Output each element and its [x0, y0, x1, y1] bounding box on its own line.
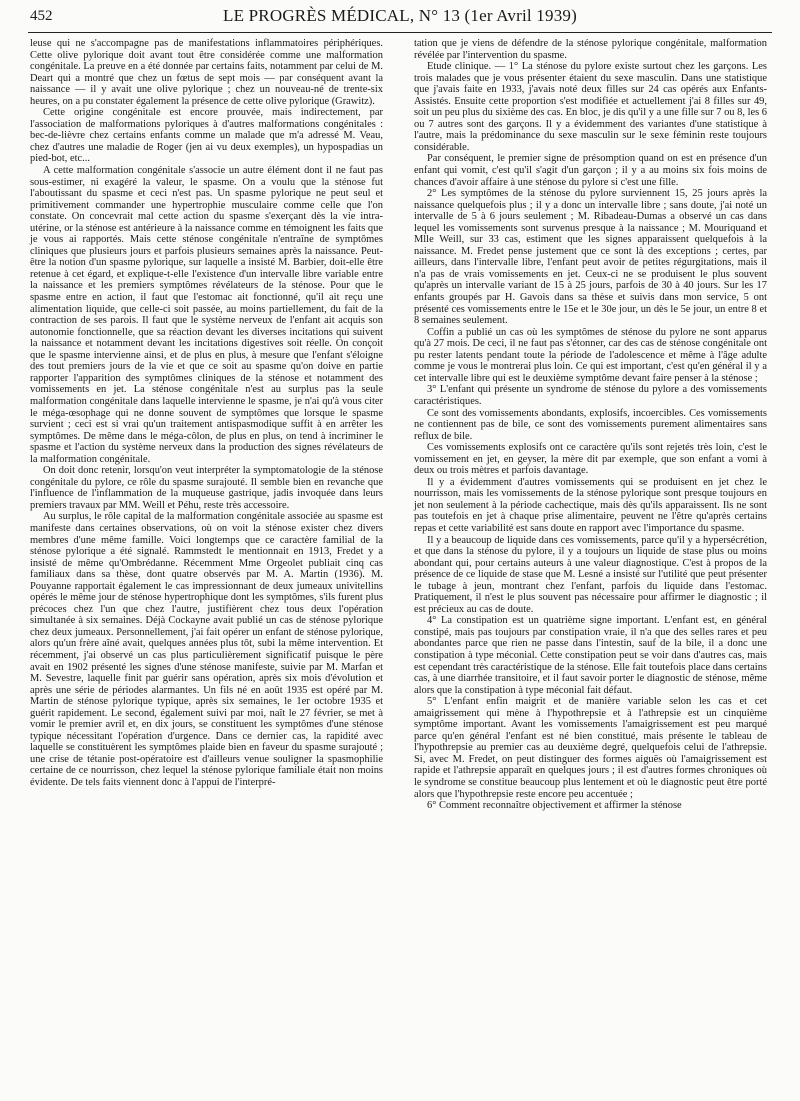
left-column: [30, 38, 383, 789]
page-number: 452: [30, 8, 53, 24]
paragraph: Etude clinique. — 1° La sténose du pylore existe surtout chez les garçons. Les trois malades que je vous présenter étaient du sexe masculin. Dans une statistique que j'avais faite en 1933, j'avais noté deux filles sur 24 cas opérés aux Enfants-Assistés. Ensuite cette proportion s'est modifiée et actuellement j'ai 8 filles sur 49, soit un peu plus du sixième des cas. En bloc, je dis qu'il y a une fille sur 7 ou 8, les 6 ou 7 autres sont des garçons. Il y a évidemment des variantes d'une statistique à l'autre, mais la prédominance du sexe masculin sur le sexe féminin reste toujours considérable.: [414, 61, 767, 153]
paragraph: 6° Comment reconnaître objectivement et affirmer la sténose: [427, 800, 682, 812]
paragraph: Par conséquent, le premier signe de présomption quand on est en présence d'un enfant qui vomit, c'est qu'il s'agit d'un garçon ; il y a au moins six fois moins de chances d'avoir affaire à une sténose du pylore si c'est une fille.: [414, 153, 767, 188]
paragraph: On doit donc retenir, lorsqu'on veut interpréter la symptomatologie de la sténose congénitale du pylore, ce rôle du spasme surajouté. Il semble bien en revanche que l'influence de l'inflammation de la muqueuse gastrique, jadis invoquée dans leurs premiers travaux par MM. Weill et Péhu, reste très accessoire.: [30, 465, 383, 511]
paragraph: Cette origine congénitale est encore prouvée, mais indirectement, par l'association de malformations pyloriques à d'autres malformations congénitales : bec-de-lièvre chez certains enfants comme un malade que m'a adressé M. Veau, chez d'autres une maladie de Roger (jen ai vu deux exemples), un hypospadias un pied-bot, etc...: [30, 107, 383, 165]
paragraph: A cette malformation congénitale s'associe un autre élément dont il ne faut pas sous-estimer, ni exagéré la valeur, le spasme. On a voulu que la sténose fut l'aboutissant du spasme et ceci n'est pas. Un spasme pylorique ne peut seul et primitivement commander une hypertrophie musculaire comme celle que l'on constate. On concevrait mal cette action du spasme s'exerçant dès la vie intra-utérine, or la sténose est antérieure à la naissance comme en témoignent les faits que je vous ai rapportés. Mais cette sténose congénitale n'entraîne de symptômes cliniques que plusieurs jours et parfois plusieurs semaines après la naissance. Peut-être la notion d'un spasme pylorique, sur laquelle a insisté M. Barbier, doit-elle être retenue à cet égard, et explique-t-elle l'existence d'un intervalle libre variable entre la naissance et les premiers symptômes révélateurs de la sténose. Pour que le spasme entre en action, il faut que l'estomac ait fonctionné, qu'il ait reçu une alimentation liquide, que celle-ci soit passée, au moins partiellement, du fait de la contraction de ses parois. Il faut que le système nerveux de l'enfant ait acquis son autonomie fonctionnelle, que sa réaction devant les diverses incitations qui suivent la naissance et notamment devant les incitations digestives soit réelle. On conçoit que le spasme intervienne ainsi, et de plus en plus, à mesure que l'enfant s'éloigne des tout premiers jours de la vie et que ce soit au spasme qu'on doive en partie rapporter l'apparition des symptômes cliniques de la sténose et notamment des vomissements en jet. La sténose congénitale n'est au surplus pas la seule malformation congénitale dans laquelle intervienne le spasme, je n'ai qu'à vous citer le méga-œsophage qui ne donne souvent de symptômes que lorsque le spasme survient ; ceci est si vrai qu'un traitement antispasmodique suffit à en arrêter les symptômes. De même dans le méga-côlon, de plus en plus, on tend à incriminer le spasme et l'action du système nerveux dans la production des signes révélateurs de la malformation congénitale.: [30, 165, 383, 465]
paragraph: 2° Les symptômes de la sténose du pylore surviennent 15, 25 jours après la naissance quelquefois plus ; il y a donc un intervalle libre ; sans doute, j'ai noté un intervalle de 5 à 6 jours seulement ; M. Ribadeau-Dumas a observé un cas dans lequel les vomissements sont survenus presque à la naissance ; M. Mouriquand et Mlle Weill, sur 33 cas, estiment que les signes apparaissent quelquefois à la naissance. M. Fredet pense justement que ce sont là des exceptions ; certes, par ailleurs, dans l'intervalle libre, l'enfant peut avoir de petites régurgitations, mais il n'a pas de vrais vomissements en jet. Ceux-ci ne se produisent le plus souvent qu'après un intervalle variant de 15 à 25 jours, parfois de 30 à 40 jours. Sur les 17 enfants groupés par H. Gavois dans sa thèse et suivis dans mon service, 5 ont présenté ces vomissements entre le 15e et le 30e jour, un dès le 5e jour, un entre 8 et 8 semaines seulement.: [414, 188, 767, 327]
header-rule: [28, 32, 772, 33]
paragraph: Il y a évidemment d'autres vomissements qui se produisent en jet chez le nourrisson, mais les vomissements de la sténose pylorique sont presque toujours en jet non seulement à la période cachectique, mais dès qu'ils apparaissent. Ils ne sont pas toutefois en jet à chaque prise alimentaire, peuvent ne l'être qu'après certains repas et cette variabilité est sans doute en rapport avec l'importance du spasme.: [414, 476, 767, 534]
paragraph: Il y a beaucoup de liquide dans ces vomissements, parce qu'il y a hypersécrétion, et que dans la sténose du pylore, il y a toujours un liquide de stase plus ou moins abondant qui, pour certains auteurs à une valeur diagnostique. C'est à propos de la présence de ce liquide de stase que M. Lesné a insisté sur l'utilité que peut présenter le tubage à jeun, montrant chez l'enfant, parfois du liquide dans l'estomac. Pratiquement, il n'est le plus souvent pas nécessaire pour affirmer le diagnostic ; il est précieux au cas de doute.: [414, 534, 767, 615]
paragraph: Coffin a publié un cas où les symptômes de sténose du pylore ne sont apparus qu'à 27 mois. De ceci, il ne faut pas s'étonner, car des cas de sténose congénitale ont pu rester latents pendant toute la période de l'adolescence et même à l'âge adulte comme je vous le montrerai plus loin. Ce qui est important, c'est qu'en général il y a cet intervalle libre qui est le deuxième symptôme devant faire penser à la sténose ;: [414, 326, 767, 384]
paragraph: Ces vomissements explosifs ont ce caractère qu'ils sont rejetés très loin, c'est le vomissement en jet, en geyser, la mère dit par exemple, que son enfant a vomi à deux ou trois mètres et parfois davantage.: [414, 442, 767, 477]
page-header: [30, 6, 770, 30]
paragraph: leuse qui ne s'accompagne pas de manifestations inflammatoires périphériques. Cette olive pylorique doit avant tout être considérée comme une malformation congénitale. La preuve en a été donnée par certains faits, notamment par celui de M. Deart qui a montré que chez un fœtus de sept mois — par conséquent avant la naissance — il y avait une olive pylorique ; chez un nouveau-né de trente-six heures, on a pu constater également la présence de cette olive pylorique (Grawitz).: [30, 38, 383, 107]
paragraph: Ce sont des vomissements abondants, explosifs, incoercibles. Ces vomissements ne contiennent pas de bile, ce sont des vomissements purement alimentaires sans reflux de bile.: [414, 407, 767, 442]
paragraph: 4° La constipation est un quatrième signe important. L'enfant est, en général constipé, mais pas toujours par constipation vraie, il n'a que des selles rares et peu abondantes parce que rien ne passe dans l'intestin, sauf de la bile, il a donc une constipation à type méconial. Cette constipation peut se voir dans d'autres cas, mais est cependant très caractéristique de la sténose. Elle fait toutefois place dans certains cas, à une diarrhée transitoire, et il faut savoir porter le diagnostic de sténose, même alors que la constipation à type méconial fait défaut.: [414, 615, 767, 696]
running-title: LE PROGRÈS MÉDICAL, N° 13 (1er Avril 1939): [223, 6, 577, 25]
paragraph: Au surplus, le rôle capital de la malformation congénitale associée au spasme est manifeste dans certaines observations, où on voit la sténose exister chez divers membres d'une même famille. Voici longtemps que ce caractère familial de la sténose pylorique a été signalé. Rammstedt le mentionnait en 1913, Fredet y a insisté de même qu'Ombrédanne. Récemment Mme Orgeolet publiait cinq cas familiaux dans sa thèse, dont quatre observés par M. A. Martin (1936). M. Pouyanne rapportait également le cas impressionnant de deux jumeaux univitellins opérés le même jour de sténose hypertrophique dont les symptômes, s'ils furent plus précoces chez l'un que chez l'autre, justifièrent chez tous deux l'opération simultanée à six semaines. Déjà Cockayne avait publié un cas de sténose pylorique chez deux jumeaux. Personnellement, j'ai fait opérer un enfant de sténose pylorique, alors qu'un frère aîné avait, quelques années plus tôt, subi la même intervention. Et récemment, j'ai observé un cas plus particulièrement significatif puisque le père avait en 1902 présenté les signes d'une sténose manifeste, suivie par M. Marfan et M. Sevestre, laquelle finit par guérir sans opération, après six mois d'évolution et après une série de périodes alarmantes. Un fils né en août 1935 est opéré par M. Martin de sténose pylorique typique, après six semaines, le 1er octobre 1935 et guérit rapidement. Le second, également suivi par moi, naît le 27 février, se met à vomir le premier avril et, en dix jours, se constituent les symptômes d'une sténose typique nécessitant l'opération d'urgence. Dans ce dernier cas, la rapidité avec laquelle se constituèrent les symptômes plaide bien en faveur du spasme surajouté ; une crise de tétanie post-opératoire est d'ailleurs venue souligner la spasmophilie certaine de ce nourrisson, chez lequel la sténose pylorique familiale était non moins évidente. De tels faits viennent donc à l'appui de l'interpré-: [30, 511, 383, 788]
right-column: [414, 38, 767, 812]
paragraph: tation que je viens de défendre de la sténose pylorique congénitale, malformation révélée par l'intervention du spasme.: [414, 38, 767, 61]
paragraph: 3° L'enfant qui présente un syndrome de sténose du pylore a des vomissements caractéristiques.: [414, 384, 767, 407]
paragraph: 5° L'enfant enfin maigrit et de manière variable selon les cas et cet amaigrissement qui mène à l'hypothrepsie et à l'athrepsie est un cinquième symptôme important. Avant les vomissements l'amaigrissement est peu marqué parce qu'en général l'enfant est né bien constitué, mais présente le tableau de l'hypothrepsie au premier cas au deuxième degré, quelquefois celui de l'athrepsie. Si, avec M. Fredet, on peut distinguer des formes aiguës où l'amaigrissement est rapide et l'athrepsie apparaît en quelques jours ; il est d'autres formes chroniques où le syndrome se constitue beaucoup plus lentement et où le diagnostic peut être porté alors que l'hypothrepsie reste encore peu accentuée ;: [414, 696, 767, 800]
